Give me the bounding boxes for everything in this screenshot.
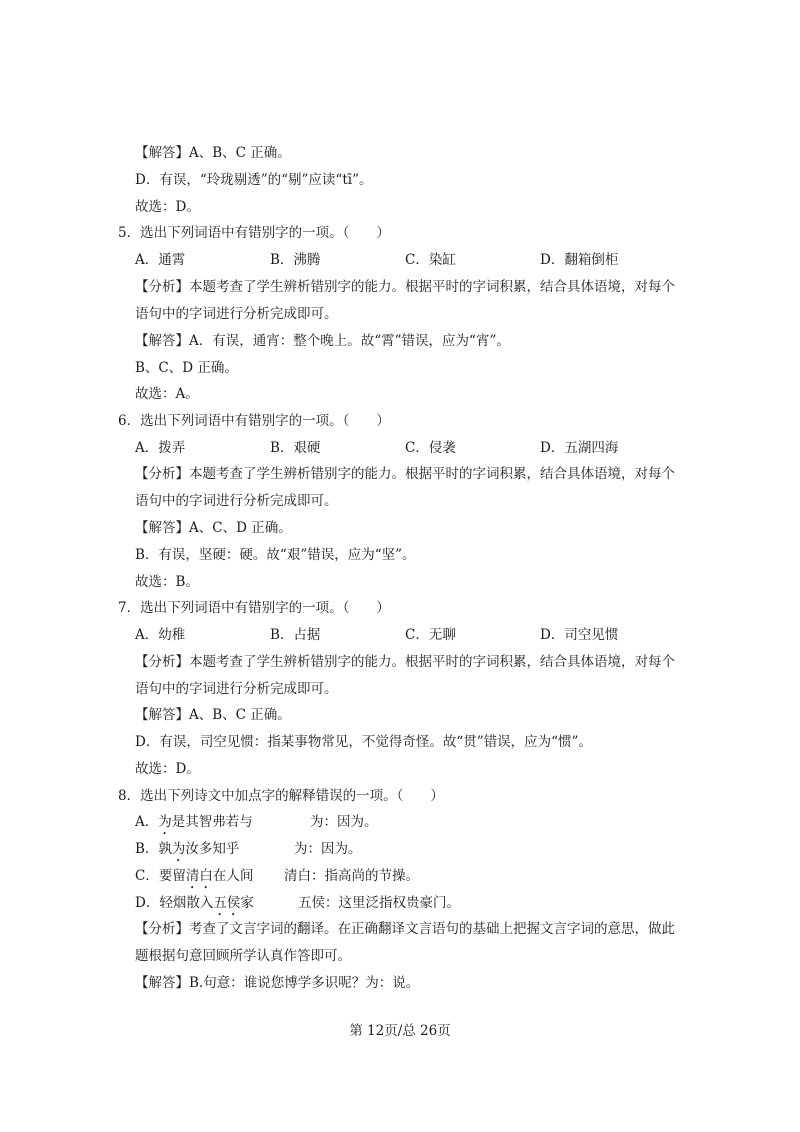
option-rest: 在人间 — [212, 868, 254, 884]
answer-text: 【解答】A．有误，通宵：整个晚上。故“霄”错误，应为“宵”。 — [135, 333, 510, 349]
answer-text: B、C、D 正确。 — [135, 360, 238, 376]
q8-gloss-d: 五侯：这里泛指权贵豪门。 — [298, 895, 460, 911]
q8-option-c — [135, 867, 253, 892]
q8-option-d — [135, 894, 254, 919]
page-number: 第 12页/总 26页 — [349, 1023, 451, 1039]
analysis-text: 题根据句意回顾所学认真作答即可。 — [135, 948, 351, 964]
q5-option-b: B．沸腾 — [270, 252, 321, 268]
option-rest: 家 — [240, 895, 254, 911]
option-prefix: B．孰 — [135, 841, 172, 857]
q8-gloss-c: 清白：指高尚的节操。 — [284, 868, 419, 884]
q7-option-c: C．无聊 — [405, 627, 456, 643]
answer-text: D．有误，司空见惯：指某事物常见，不觉得奇怪。故“贯”错误，应为“惯”。 — [135, 734, 592, 750]
q7-option-a: A．幼稚 — [135, 627, 186, 643]
q8-gloss-b: 为：因为。 — [294, 841, 362, 857]
answer-text: B．有误，坚硬：硬。故“艰”错误，应为“坚”。 — [135, 547, 416, 563]
option-rest: 汝多知乎 — [185, 841, 240, 857]
option-prefix: D．轻烟散入 — [135, 895, 214, 911]
dotted-char: 五侯 — [213, 895, 241, 911]
q8-gloss-a: 为：因为。 — [310, 814, 378, 830]
analysis-text: 【分析】本题考查了学生辨析错别字的能力。根据平时的字词积累，结合具体语境，对每个 — [135, 279, 675, 295]
analysis-text: 【分析】本题考查了学生辨析错别字的能力。根据平时的字词积累，结合具体语境，对每个 — [135, 466, 675, 482]
analysis-text: 【分析】考查了文言字词的翻译。在正确翻译文言语句的基础上把握文言字词的意思，做此 — [135, 921, 675, 937]
q5-option-c: C．染缸 — [405, 252, 456, 268]
answer-text: 【解答】A、B、C 正确。 — [135, 145, 291, 161]
q7-option-b: B．占据 — [270, 627, 321, 643]
answer-choice: 故选：D。 — [135, 761, 200, 777]
answer-text: 【解答】A、C、D 正确。 — [135, 520, 292, 536]
option-prefix: C．要留 — [135, 868, 186, 884]
answer-choice: 故选：A。 — [135, 386, 199, 402]
q8-option-b — [135, 840, 239, 865]
question-6: 6．选出下列词语中有错别字的一项。（ ） — [118, 413, 390, 429]
answer-text: D．有误，“玲珑剔透”的“剔”应读“tī”。 — [135, 172, 373, 188]
q5-option-a: A．通霄 — [135, 252, 186, 268]
answer-text: 【解答】B.句意：谁说您博学多识呢？为：说。 — [135, 975, 420, 991]
analysis-text: 语句中的字词进行分析完成即可。 — [135, 681, 338, 697]
q6-option-d: D．五湖四海 — [540, 440, 619, 456]
analysis-text: 语句中的字词进行分析完成即可。 — [135, 306, 338, 322]
dotted-char: 为 — [158, 814, 172, 830]
question-7: 7．选出下列词语中有错别字的一项。（ ） — [118, 600, 390, 616]
q8-option-a — [135, 813, 253, 838]
dotted-char: 为 — [171, 841, 186, 857]
q6-option-a: A．拨弄 — [135, 440, 186, 456]
q6-option-c: C．侵袭 — [405, 440, 456, 456]
answer-text: 【解答】A、B、C 正确。 — [135, 707, 291, 723]
analysis-text: 【分析】本题考查了学生辨析错别字的能力。根据平时的字词积累，结合具体语境，对每个 — [135, 654, 675, 670]
q6-option-b: B．艰硬 — [270, 440, 321, 456]
option-prefix: A． — [135, 814, 159, 830]
dotted-char: 清白 — [185, 868, 213, 884]
answer-choice: 故选：B。 — [135, 574, 199, 590]
option-rest: 是其智弗若与 — [171, 814, 253, 830]
q5-option-d: D．翻箱倒柜 — [540, 252, 619, 268]
question-8: 8．选出下列诗文中加点字的解释错误的一项。（ ） — [118, 788, 444, 804]
question-5: 5．选出下列词语中有错别字的一项。（ ） — [118, 225, 390, 241]
answer-choice: 故选：D。 — [135, 199, 200, 215]
analysis-text: 语句中的字词进行分析完成即可。 — [135, 493, 338, 509]
q7-option-d: D．司空见惯 — [540, 627, 619, 643]
